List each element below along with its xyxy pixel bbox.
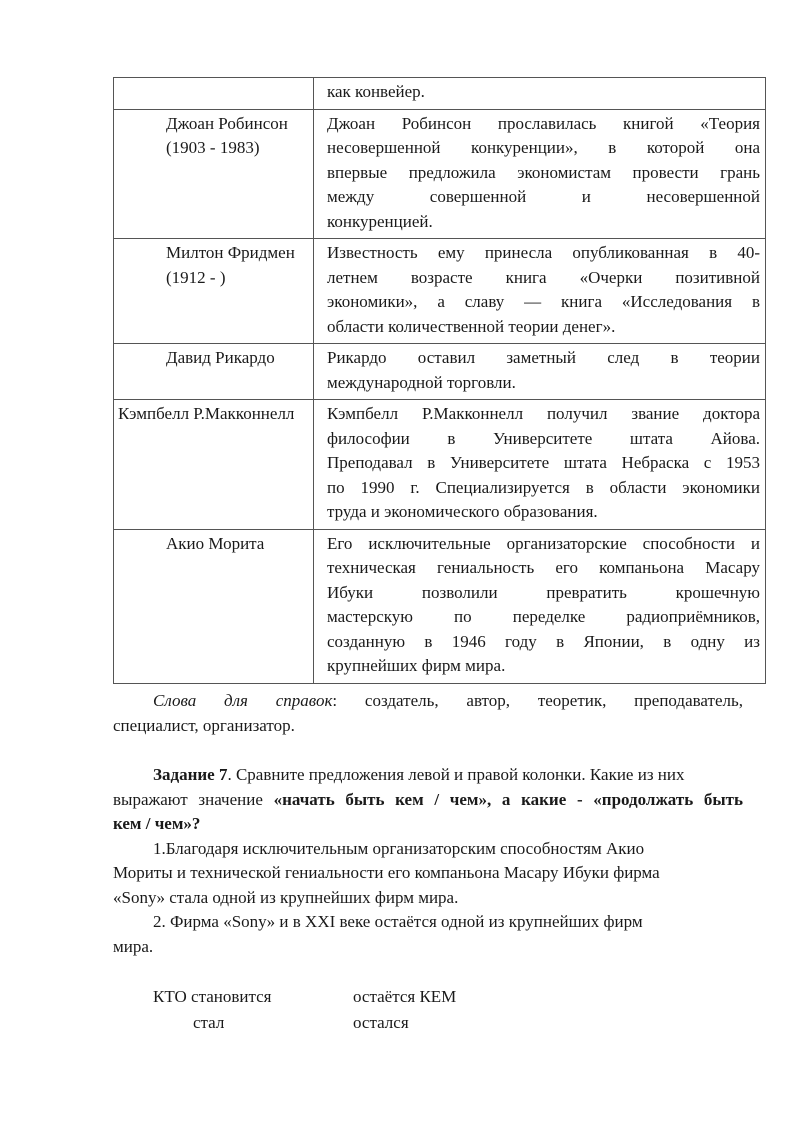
description-line: Преподавал в Университете штата Небраска с 1953 (327, 453, 760, 472)
economist-name-line: Акио Морита (166, 533, 265, 553)
description-line: техническая гениальность его компаньона Масару (327, 558, 760, 577)
description-line: международной торговли. (327, 372, 516, 392)
task-line-1 (113, 763, 743, 788)
table-row (114, 529, 766, 683)
column-left-2: стал (193, 1013, 225, 1032)
description-line: Ибуки позволили превратить крошечную (327, 582, 760, 602)
economist-name-line: Давид Рикардо (166, 348, 275, 367)
table-row (114, 344, 766, 400)
description-line: Кэмпбелл Р.Макконнелл получил звание доктора (327, 404, 760, 423)
reference-label: Слова для справок (153, 691, 333, 710)
sentence-2-line-1: 2. Фирма «Sony» и в XXI веке остаётся одной из крупнейших фирм (153, 912, 643, 931)
description-line: Рикардо оставил заметный след в теории (327, 348, 760, 367)
task-title: Задание 7 (153, 765, 228, 784)
description-line: между совершенной и несовершенной (327, 187, 760, 206)
description-cell (314, 529, 766, 683)
description-line: экономики», а славу — книга «Исследования в (327, 292, 760, 311)
description-cell (314, 344, 766, 400)
economist-name-line: Кэмпбелл Р.Макконнелл (118, 404, 295, 423)
economist-name-line: Милтон Фридмен (166, 243, 295, 262)
task-7 (113, 763, 743, 959)
reference-words-1: : создатель, автор, теоретик, преподаватель, (332, 691, 743, 710)
reference-words (113, 689, 743, 738)
sentence-1-line-3: «Sony» стала одной из крупнейших фирм мира. (113, 887, 459, 907)
sentence-1-line-2: Мориты и технической гениальности его компаньона Масару Ибуки фирма (113, 863, 660, 882)
name-cell (114, 78, 314, 110)
reference-line-2: специалист, организатор. (113, 715, 295, 735)
table-row (114, 109, 766, 239)
description-line: Его исключительные организаторские способности и (327, 533, 760, 553)
table-row (114, 78, 766, 110)
description-line: крупнейших фирм мира. (327, 656, 506, 675)
description-cell (314, 78, 766, 110)
description-line: мастерскую по переделке радиоприёмников, (327, 607, 760, 626)
economist-name-line: (1912 - ) (166, 267, 226, 287)
description-cell (314, 239, 766, 344)
description-line: по 1990 г. Специализируется в области экономики (327, 477, 760, 497)
task-question-1: «начать быть кем / чем», а какие - «продолжать быть (273, 789, 743, 809)
task-intro: . Сравните предложения левой и правой колонки. Какие из них (227, 765, 685, 784)
description-line: впервые предложила экономистам провести грань (327, 162, 760, 182)
table-row (114, 239, 766, 344)
description-line: как конвейер. (327, 82, 425, 101)
description-line: труда и экономического образования. (327, 502, 598, 521)
economist-name-line: (1903 - 1983) (166, 138, 260, 157)
column-left-1: КТО становится (153, 987, 272, 1006)
column-right-1: остаётся КЕМ (353, 987, 457, 1006)
sentence-2-line-2: мира. (113, 936, 154, 956)
task-line-2-text: выражают значение (113, 789, 274, 809)
description-line: философии в Университете штата Айова. (327, 428, 760, 448)
description-line: Джоан Робинсон прославилась книгой «Теория (327, 113, 760, 133)
economist-name-line: Джоан Робинсон (166, 113, 288, 133)
sentence-1-line-1: 1.Благодаря исключительным организаторским способностям Акио (153, 838, 645, 858)
description-line: летнем возрасте книга «Очерки позитивной (327, 267, 760, 287)
name-cell (114, 529, 314, 683)
description-line: конкуренцией. (327, 211, 433, 231)
description-line: Известность ему принесла опубликованная в 40- (327, 243, 760, 262)
description-cell (314, 400, 766, 530)
name-cell (114, 109, 314, 239)
name-cell (114, 400, 314, 530)
reference-line-1 (113, 689, 743, 714)
economists-table (113, 77, 766, 684)
description-line: несовершенной конкуренции», в которой она (327, 138, 760, 157)
name-cell (114, 239, 314, 344)
column-right-2: остался (353, 1013, 409, 1032)
table-row (114, 400, 766, 530)
description-cell (314, 109, 766, 239)
description-line: созданную в 1946 году в Японии, в одну из (327, 631, 760, 651)
name-cell (114, 344, 314, 400)
task-question-2: кем / чем»? (113, 814, 201, 833)
description-line: области количественной теории денег». (327, 316, 616, 336)
task-line-2 (113, 788, 743, 813)
